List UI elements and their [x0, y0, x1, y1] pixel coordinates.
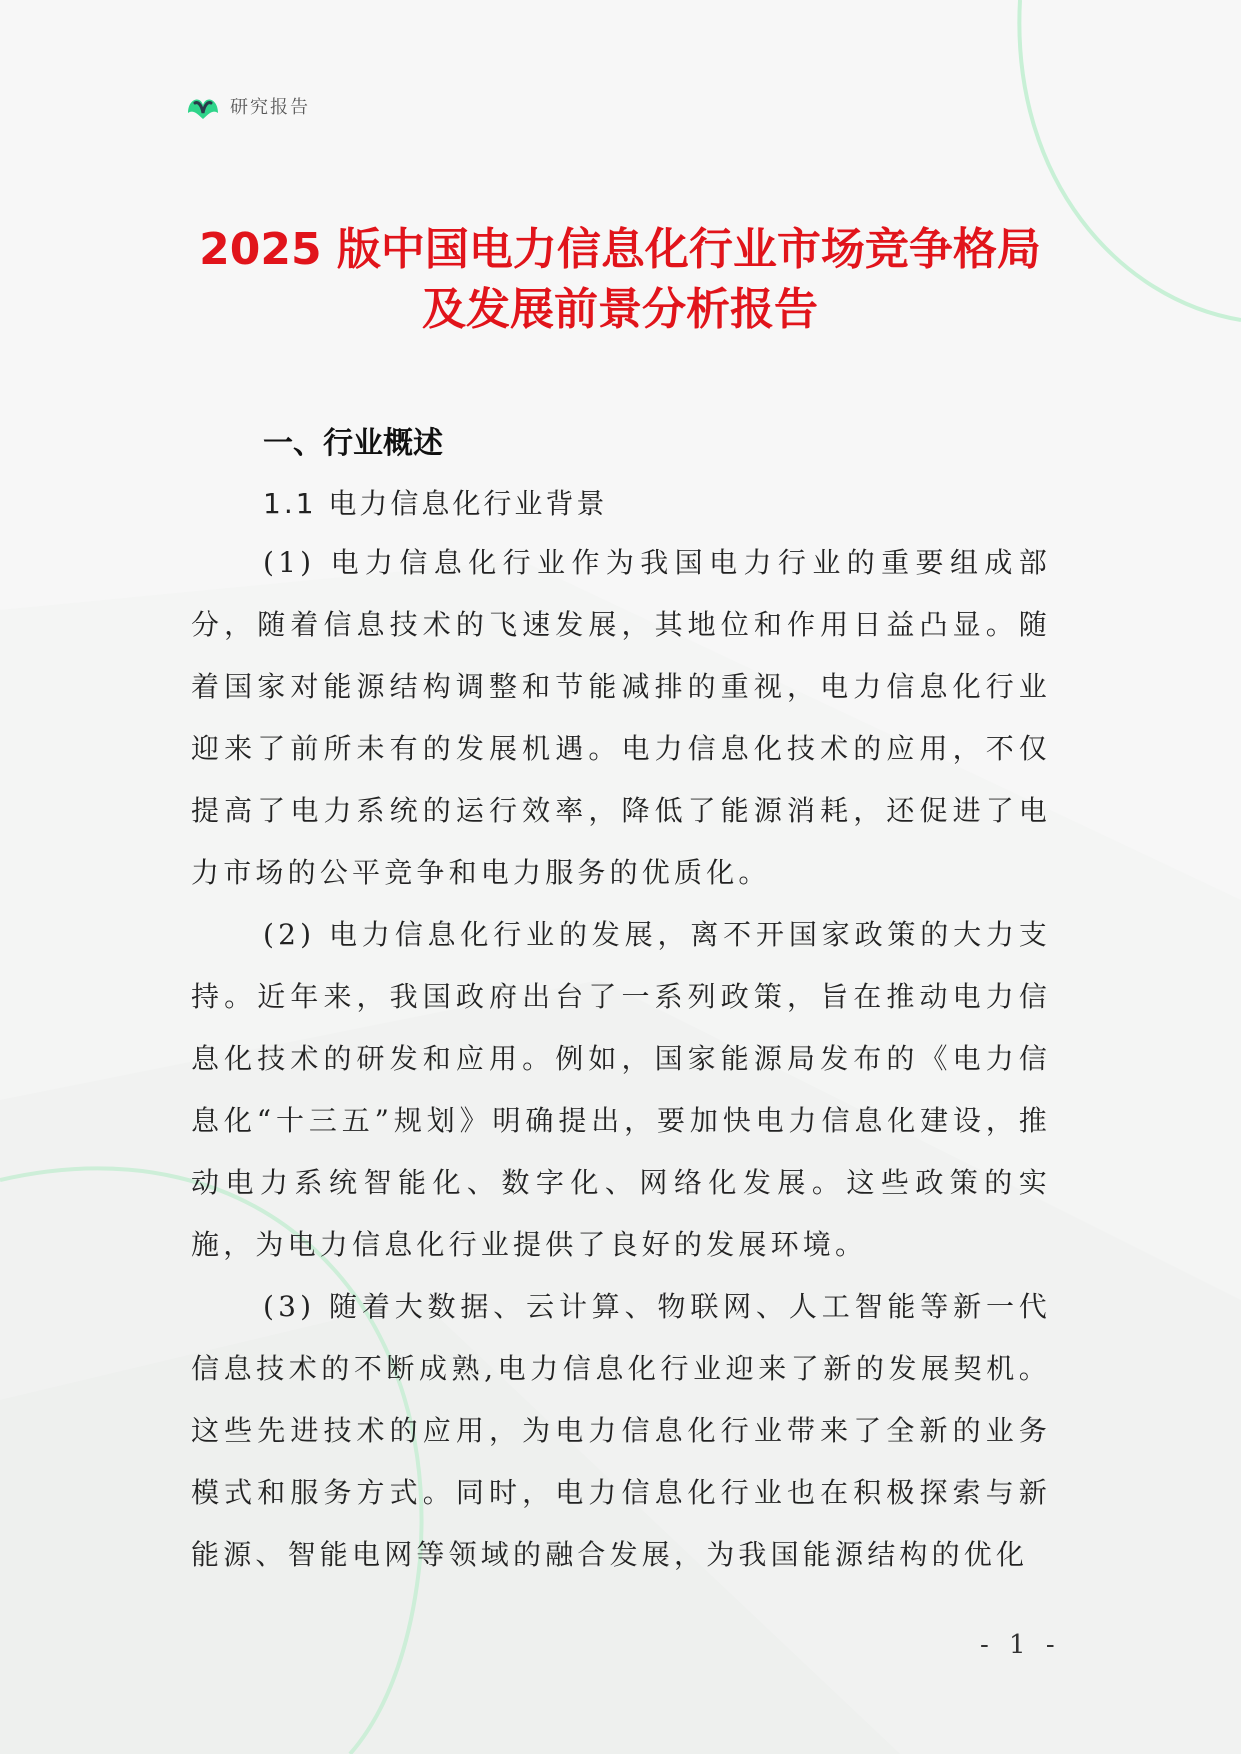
paragraph-2: (2) 电力信息化行业的发展，离不开国家政策的大力支持。近年来，我国政府出台了一系列政策，旨在推动电力信息化技术的研发和应用。例如，国家能源局发布的《电力信息化“十三五”规划》明确提出，要加快电力信息化建设，推动电力系统智能化、数字化、网络化发展。这些政策的实施，为电力信息化行业提供了良好的发展环境。 [191, 918, 1051, 1261]
paragraph-3: (3) 随着大数据、云计算、物联网、人工智能等新一代信息技术的不断成熟,电力信息化行业迎来了新的发展契机。这些先进技术的应用，为电力信息化行业带来了全新的业务模式和服务方式。同时，电力信息化行业也在积极探索与新能源、智能电网等领域的融合发展，为我国能源结构的优化 [191, 1290, 1051, 1571]
body-content [191, 410, 1051, 1586]
section-heading: 一、行业概述 [263, 426, 443, 461]
brand-logo-icon [186, 91, 220, 121]
report-header [186, 89, 310, 123]
page-number: - 1 - [980, 1630, 1061, 1660]
sub-heading: 1.1 电力信息化行业背景 [263, 487, 608, 520]
report-title: 2025 版中国电力信息化行业市场竞争格局及发展前景分析报告 [199, 224, 1041, 335]
header-label: 研究报告 [230, 97, 310, 118]
paragraph-1: (1) 电力信息化行业作为我国电力行业的重要组成部分，随着信息技术的飞速发展，其地位和作用日益凸显。随着国家对能源结构调整和节能减排的重视，电力信息化行业迎来了前所未有的发展机遇。电力信息化技术的应用，不仅提高了电力系统的运行效率，降低了能源消耗，还促进了电力市场的公平竞争和电力服务的优质化。 [191, 546, 1051, 889]
